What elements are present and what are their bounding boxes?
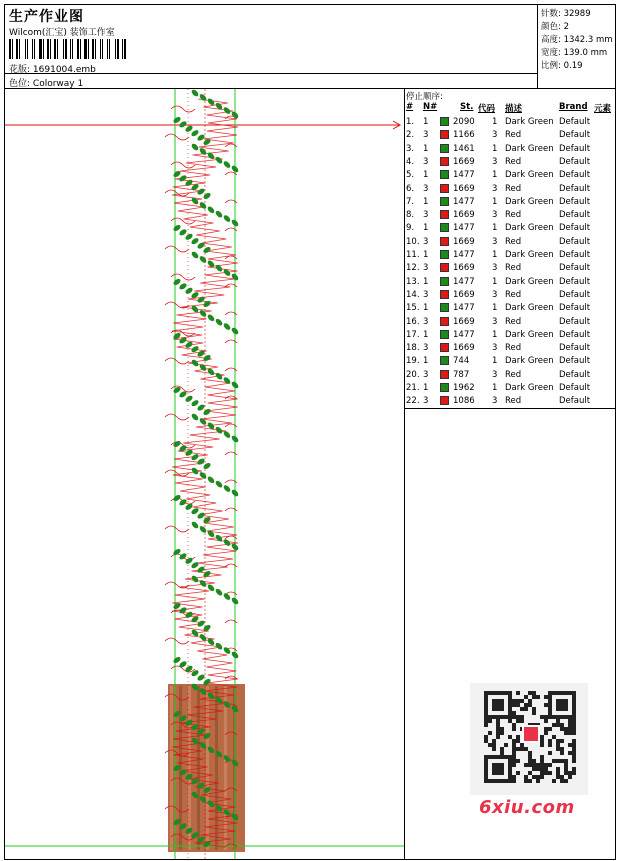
needle-number: 1 [423, 117, 429, 127]
color-description: Red [505, 156, 522, 167]
stitch-count: 1669 [453, 183, 475, 194]
needle-number: 3 [423, 343, 429, 354]
stitch-count: 2090 [453, 117, 475, 127]
stat-colors: 颜色: 2 [541, 22, 569, 32]
table-row [405, 143, 615, 156]
header [5, 5, 615, 89]
needle-number: 1 [423, 250, 429, 260]
color-swatch [440, 396, 449, 405]
needle-number: 3 [423, 183, 429, 194]
color-code: 3 [492, 130, 498, 141]
thread-brand: Default [559, 170, 591, 181]
stitch-count: 744 [453, 356, 470, 367]
color-description: Red [505, 343, 522, 354]
thread-brand: Default [559, 117, 591, 127]
stop-index: 7. [406, 196, 415, 207]
needle-number: 3 [423, 263, 429, 274]
color-code: 1 [492, 276, 498, 287]
color-swatch [440, 130, 449, 139]
table-row [405, 262, 615, 275]
color-description: Red [505, 289, 522, 300]
filename-value: 1691004.emb [32, 65, 96, 75]
table-row [405, 129, 615, 142]
color-code: 1 [492, 143, 498, 154]
color-swatch [440, 263, 449, 272]
col-header-needle: N# [423, 102, 438, 112]
stitch-count: 1477 [453, 329, 475, 340]
color-description: Dark Green [505, 143, 554, 154]
color-swatch [440, 223, 449, 232]
thread-brand: Default [559, 289, 591, 300]
needle-number: 3 [423, 316, 429, 327]
thread-brand: Default [559, 156, 591, 167]
thread-brand: Default [559, 263, 591, 274]
company-name: Wilcom(汇宝) 装饰工作室 [9, 28, 115, 38]
color-code: 3 [492, 343, 498, 354]
color-description: Red [505, 316, 522, 327]
table-row [405, 156, 615, 169]
color-code: 1 [492, 383, 498, 393]
embroidery-design-preview [5, 89, 405, 859]
table-row [405, 355, 615, 368]
color-code: 3 [492, 263, 498, 274]
stop-index: 19. [406, 356, 420, 367]
stop-index: 16. [406, 316, 420, 327]
color-swatch [440, 250, 449, 259]
color-description: Red [505, 396, 522, 407]
production-worksheet [4, 4, 616, 860]
needle-number: 3 [423, 130, 429, 141]
color-swatch [440, 330, 449, 339]
thread-brand: Default [559, 343, 591, 354]
color-description: Dark Green [505, 196, 554, 207]
table-row [405, 116, 615, 129]
stop-index: 14. [406, 289, 420, 300]
stop-index: 11. [406, 250, 420, 260]
stitch-count: 787 [453, 369, 470, 380]
color-swatch [440, 290, 449, 299]
thread-brand: Default [559, 369, 591, 380]
color-description: Dark Green [505, 329, 554, 340]
needle-number: 1 [423, 329, 429, 340]
color-description: Dark Green [505, 356, 554, 367]
color-swatch [440, 184, 449, 193]
color-code: 3 [492, 210, 498, 221]
table-row [405, 342, 615, 355]
stitch-count: 1669 [453, 263, 475, 274]
stitch-count: 1669 [453, 236, 475, 247]
colorway [9, 76, 83, 89]
stitch-count: 1477 [453, 223, 475, 234]
stitch-count: 1477 [453, 196, 475, 207]
color-swatch [440, 117, 449, 126]
needle-number: 3 [423, 210, 429, 221]
stat-height: 高度: 1342.3 mm [541, 35, 613, 45]
color-code: 3 [492, 396, 498, 407]
color-code: 3 [492, 289, 498, 300]
thread-brand: Default [559, 196, 591, 207]
stop-index: 2. [406, 130, 415, 141]
stop-index: 13. [406, 276, 420, 287]
design-stats [537, 5, 615, 89]
color-code: 1 [492, 223, 498, 234]
stop-index: 22. [406, 396, 420, 407]
col-header-code: 代码 [478, 104, 496, 114]
color-swatch [440, 303, 449, 312]
color-description: Dark Green [505, 223, 554, 234]
header-divider [5, 73, 537, 74]
color-description: Red [505, 130, 522, 141]
color-description: Dark Green [505, 170, 554, 181]
color-code: 1 [492, 329, 498, 340]
table-row [405, 369, 615, 382]
table-row [405, 183, 615, 196]
color-description: Dark Green [505, 117, 554, 127]
stop-index: 6. [406, 183, 415, 194]
color-swatch [440, 170, 449, 179]
col-header-element: 元素 [594, 104, 612, 114]
table-row [405, 236, 615, 249]
barcode-icon [9, 39, 144, 59]
table-row [405, 249, 615, 262]
site-logo: 6xiu.com [479, 797, 575, 818]
stop-index: 1. [406, 117, 415, 127]
table-row [405, 382, 615, 395]
design-preview [5, 89, 405, 859]
col-header-num: # [406, 102, 414, 112]
stitch-count: 1962 [453, 383, 475, 393]
table-row [405, 289, 615, 302]
color-swatch [440, 277, 449, 286]
stop-index: 15. [406, 303, 420, 314]
color-code: 3 [492, 236, 498, 247]
needle-number: 3 [423, 236, 429, 247]
stop-index: 21. [406, 383, 420, 393]
color-description: Red [505, 263, 522, 274]
color-swatch [440, 144, 449, 153]
color-swatch [440, 210, 449, 219]
table-row [405, 196, 615, 209]
thread-brand: Default [559, 329, 591, 340]
thread-brand: Default [559, 223, 591, 234]
stitch-count: 1477 [453, 250, 475, 260]
thread-brand: Default [559, 303, 591, 314]
needle-number: 1 [423, 276, 429, 287]
stitch-count: 1461 [453, 143, 475, 154]
stop-index: 12. [406, 263, 420, 274]
stitch-count: 1477 [453, 303, 475, 314]
stop-index: 20. [406, 369, 420, 380]
needle-number: 3 [423, 289, 429, 300]
color-code: 1 [492, 356, 498, 367]
page-title: 生产作业图 [9, 9, 84, 25]
stitch-count: 1669 [453, 343, 475, 354]
color-code: 3 [492, 369, 498, 380]
stat-scale: 比例: 0.19 [541, 61, 583, 71]
stop-sequence-title: 停止顺序: [406, 92, 443, 102]
needle-number: 3 [423, 396, 429, 407]
color-swatch [440, 343, 449, 352]
table-row [405, 209, 615, 222]
thread-brand: Default [559, 236, 591, 247]
stop-index: 17. [406, 329, 420, 340]
table-row [405, 395, 615, 408]
stitch-count: 1166 [453, 130, 475, 141]
stat-width: 宽度: 139.0 mm [541, 48, 608, 58]
needle-number: 3 [423, 156, 429, 167]
thread-brand: Default [559, 383, 591, 393]
colorway-value: Colorway 1 [32, 79, 84, 89]
thread-brand: Default [559, 250, 591, 260]
needle-number: 1 [423, 143, 429, 154]
stitch-count: 1669 [453, 156, 475, 167]
color-swatch [440, 237, 449, 246]
thread-brand: Default [559, 183, 591, 194]
stop-index: 8. [406, 210, 415, 221]
thread-brand: Default [559, 130, 591, 141]
stitch-count: 1669 [453, 289, 475, 300]
needle-number: 1 [423, 196, 429, 207]
stop-index: 4. [406, 156, 415, 167]
color-description: Red [505, 369, 522, 380]
color-code: 1 [492, 170, 498, 181]
table-row [405, 169, 615, 182]
col-header-brand: Brand [559, 102, 588, 112]
filename-label: 花版: [9, 65, 31, 75]
stop-index: 9. [406, 223, 415, 234]
table-row [405, 276, 615, 289]
stop-index: 3. [406, 143, 415, 154]
col-header-desc: 描述 [505, 104, 523, 114]
table-row [405, 329, 615, 342]
col-header-stitches: St. [460, 102, 474, 112]
stitch-count: 1669 [453, 210, 475, 221]
needle-number: 1 [423, 170, 429, 181]
stat-stitches: 针数: 32989 [541, 9, 591, 19]
thread-brand: Default [559, 210, 591, 221]
color-description: Dark Green [505, 303, 554, 314]
color-code: 3 [492, 156, 498, 167]
colorway-label: 色位: [9, 79, 31, 89]
color-swatch [440, 157, 449, 166]
header-info [5, 5, 537, 89]
thread-brand: Default [559, 356, 591, 367]
stitch-count: 1086 [453, 396, 475, 407]
color-swatch [440, 356, 449, 365]
color-code: 3 [492, 183, 498, 194]
color-swatch [440, 370, 449, 379]
color-description: Red [505, 183, 522, 194]
color-swatch [440, 383, 449, 392]
stop-index: 5. [406, 170, 415, 181]
thread-brand: Default [559, 143, 591, 154]
stop-index: 10. [406, 236, 420, 247]
thread-brand: Default [559, 316, 591, 327]
color-description: Red [505, 236, 522, 247]
color-description: Dark Green [505, 250, 554, 260]
color-description: Red [505, 210, 522, 221]
table-row [405, 222, 615, 235]
color-code: 1 [492, 303, 498, 314]
color-code: 1 [492, 196, 498, 207]
table-row [405, 302, 615, 315]
color-description: Dark Green [505, 276, 554, 287]
needle-number: 1 [423, 223, 429, 234]
color-code: 3 [492, 316, 498, 327]
stitch-count: 1477 [453, 276, 475, 287]
qr-code-icon [470, 683, 588, 795]
thread-brand: Default [559, 276, 591, 287]
stitch-count: 1477 [453, 170, 475, 181]
color-description: Dark Green [505, 383, 554, 393]
color-swatch [440, 317, 449, 326]
needle-number: 1 [423, 383, 429, 393]
color-swatch [440, 197, 449, 206]
thread-brand: Default [559, 396, 591, 407]
stitch-count: 1669 [453, 316, 475, 327]
needle-number: 3 [423, 369, 429, 380]
needle-number: 1 [423, 356, 429, 367]
needle-number: 1 [423, 303, 429, 314]
stop-index: 18. [406, 343, 420, 354]
color-code: 1 [492, 117, 498, 127]
color-code: 1 [492, 250, 498, 260]
stop-sequence-table [405, 89, 615, 409]
table-row [405, 316, 615, 329]
